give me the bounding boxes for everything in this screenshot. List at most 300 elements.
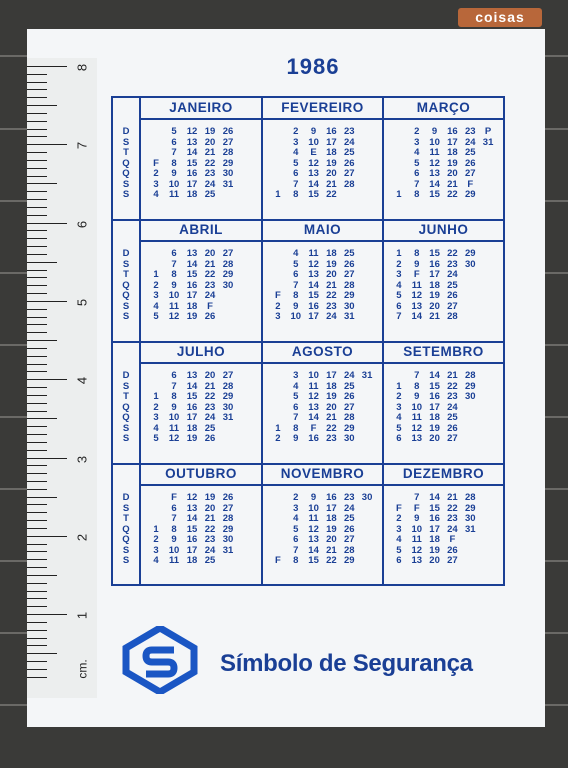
day-cell: 25 (464, 147, 476, 158)
ruler-tick (27, 152, 47, 153)
weekday-label: Q (122, 290, 130, 301)
day-cell: 5 (153, 433, 159, 444)
day-cell: 17 (326, 502, 337, 514)
ruler-tick (27, 129, 47, 130)
day-cell: 1 (396, 189, 402, 200)
day-cell: 5 (293, 391, 299, 402)
day-cell (358, 403, 376, 414)
day-cell: 9 (414, 513, 420, 524)
day-cell (237, 148, 255, 159)
day-cell: 27 (343, 168, 355, 179)
day-cell (219, 190, 237, 201)
day-cell: 27 (222, 248, 234, 259)
day-cell: 28 (222, 258, 234, 270)
ruler-tick (27, 113, 47, 114)
day-cell: 3 (396, 269, 402, 280)
ruler-tick (27, 254, 47, 255)
day-cell (358, 249, 376, 260)
day-cell (358, 138, 376, 149)
day-cell (461, 302, 479, 313)
weekday-label: Q (122, 412, 130, 423)
day-cell (479, 546, 497, 557)
day-cell: 5 (293, 258, 299, 270)
day-cell: 17 (326, 136, 337, 148)
day-cell: 29 (464, 502, 476, 514)
day-cell: 4 (293, 513, 299, 524)
ruler-tick (27, 270, 47, 271)
weekday-column (113, 371, 139, 445)
day-cell: 16 (186, 168, 198, 179)
day-cell: 15 (186, 157, 198, 169)
day-cell: 6 (293, 168, 299, 179)
day-cell: 26 (204, 311, 216, 322)
day-cell (237, 180, 255, 191)
day-cell: 8 (171, 157, 177, 169)
day-cell (461, 291, 479, 302)
day-cell (479, 281, 497, 292)
day-cell: 3 (153, 290, 159, 301)
day-cell: 4 (153, 555, 159, 566)
day-cell (237, 546, 255, 557)
day-cell (479, 392, 497, 403)
day-cell (269, 504, 287, 515)
day-cell: 30 (464, 391, 476, 402)
day-cell: 25 (343, 248, 355, 259)
day-cell (358, 556, 376, 567)
day-cell: 9 (171, 279, 177, 291)
month-maio (261, 220, 382, 342)
day-cell: 6 (414, 168, 420, 179)
weekday-label: Q (122, 523, 130, 535)
day-cell: 17 (429, 523, 440, 535)
day-cell: 1 (153, 391, 159, 402)
day-cell: 23 (326, 433, 337, 444)
day-cell: 26 (464, 157, 476, 169)
day-cell: F (449, 534, 456, 545)
day-cell: 7 (171, 147, 177, 158)
day-cell: 2 (396, 391, 402, 402)
day-cell (269, 260, 287, 271)
day-cell: 22 (447, 189, 458, 200)
day-cell (269, 392, 287, 403)
day-cell: 2 (293, 492, 299, 503)
day-cell (479, 312, 497, 323)
day-cell (237, 535, 255, 546)
day-cell: 28 (222, 147, 234, 158)
day-cell: 13 (186, 136, 198, 148)
ruler-tick (27, 512, 47, 513)
day-cell: 7 (293, 279, 299, 291)
day-cell: 11 (168, 300, 180, 312)
day-cell (237, 312, 255, 323)
ruler-tick (27, 536, 67, 537)
month-title: JANEIRO (141, 98, 261, 120)
day-cell (479, 291, 497, 302)
day-cell: 19 (186, 311, 198, 322)
weekday-label: T (123, 391, 129, 402)
day-cell: 10 (411, 523, 423, 535)
day-cell (219, 302, 237, 313)
ruler-tick (27, 301, 67, 302)
day-cell (461, 424, 479, 435)
day-cell: 12 (168, 433, 180, 444)
day-cell: 6 (171, 248, 177, 259)
day-cell: 22 (204, 157, 216, 169)
day-cell (237, 525, 255, 536)
day-cell: 1 (153, 523, 159, 535)
day-cell: 24 (343, 502, 355, 514)
day-cell: 21 (326, 279, 337, 291)
day-cell: 4 (396, 412, 402, 423)
day-cell (269, 371, 287, 382)
day-cell: 26 (222, 126, 234, 137)
day-cell: 26 (343, 157, 355, 169)
day-cell: 24 (204, 178, 216, 190)
day-cell (358, 159, 376, 170)
day-cell: 26 (447, 544, 458, 556)
month-days (263, 242, 382, 323)
ruler-tick (27, 598, 47, 599)
site-badge: coisas (458, 8, 542, 27)
day-cell: 2 (275, 433, 281, 444)
day-cell: 21 (326, 178, 337, 190)
ruler-unit: cm. (75, 659, 90, 679)
day-cell: 2 (396, 258, 402, 270)
day-cell: 12 (411, 544, 423, 556)
ruler-tick (27, 136, 47, 137)
day-cell: 28 (464, 492, 476, 503)
day-cell: 25 (343, 513, 355, 524)
ruler-tick (27, 277, 47, 278)
day-cell: 9 (171, 401, 177, 413)
day-cell: 9 (431, 126, 438, 137)
day-cell: 8 (171, 523, 177, 535)
weekday-label: S (122, 380, 130, 392)
month-novembro (261, 464, 382, 586)
day-cell: 13 (411, 300, 423, 312)
day-cell: 14 (308, 544, 319, 556)
day-cell: 2 (153, 401, 159, 413)
day-cell: 24 (204, 544, 216, 556)
day-cell: F (467, 178, 474, 190)
ruler-number: 6 (74, 220, 90, 228)
ruler-tick (27, 481, 47, 482)
day-cell: 4 (396, 279, 402, 291)
day-cell: 16 (447, 126, 458, 137)
day-cell: 29 (464, 189, 476, 200)
day-cell: 13 (429, 168, 440, 179)
day-cell: 11 (168, 189, 180, 200)
day-cell: 22 (447, 380, 458, 392)
day-cell: 29 (343, 555, 355, 566)
day-cell: 27 (222, 370, 234, 381)
day-cell: 23 (464, 126, 476, 137)
weekday-label: S (122, 422, 130, 434)
day-cell: 12 (168, 311, 180, 322)
day-cell (390, 138, 408, 149)
ruler-tick (27, 583, 47, 584)
day-cell (461, 556, 479, 567)
ruler-number: 2 (74, 533, 90, 541)
day-cell (461, 546, 479, 557)
ruler-tick (27, 379, 67, 380)
day-cell: 10 (411, 401, 423, 413)
day-cell: 20 (204, 248, 216, 259)
day-cell (237, 371, 255, 382)
day-cell (358, 413, 376, 424)
ruler-tick (27, 82, 47, 83)
day-cell: 26 (343, 258, 355, 270)
day-cell: F (310, 422, 317, 434)
day-cell (237, 434, 255, 445)
day-cell (358, 312, 376, 323)
weekday-label: S (122, 502, 130, 514)
month-days (141, 120, 261, 201)
day-cell: 19 (429, 544, 440, 556)
day-cell: 27 (447, 300, 458, 312)
ruler-tick (27, 332, 47, 333)
month-title: ABRIL (141, 220, 261, 242)
day-cell (237, 556, 255, 567)
day-cell (358, 281, 376, 292)
day-cell: 11 (168, 555, 180, 566)
day-cell: 31 (222, 544, 234, 556)
day-cell (358, 148, 376, 159)
day-cell: 30 (464, 513, 476, 524)
brand-text: Símbolo de Segurança (220, 650, 473, 677)
weekday-label: D (122, 248, 130, 259)
day-cell: 12 (308, 258, 319, 270)
month-days (141, 364, 261, 445)
ruler-tick (27, 121, 47, 122)
day-cell: 13 (411, 555, 423, 566)
day-cell: 9 (293, 433, 299, 444)
day-cell: 20 (429, 300, 440, 312)
ruler-tick (27, 230, 47, 231)
day-cell: 18 (186, 300, 198, 312)
day-cell: 2 (153, 279, 159, 291)
day-cell: 22 (326, 189, 337, 200)
day-cell: 22 (204, 391, 216, 402)
day-cell: 22 (326, 555, 337, 566)
cgd-logo-icon (122, 626, 198, 694)
day-cell: 22 (204, 523, 216, 535)
day-cell: 17 (447, 136, 458, 148)
day-cell (479, 525, 497, 536)
day-cell (237, 281, 255, 292)
ruler-tick (27, 489, 47, 490)
day-cell: 24 (464, 136, 476, 148)
day-cell (237, 504, 255, 515)
ruler-tick (27, 207, 47, 208)
day-cell: 17 (186, 412, 198, 423)
day-cell: 16 (326, 126, 337, 137)
day-cell: 15 (429, 189, 440, 200)
ruler-tick (27, 356, 47, 357)
ruler-tick (27, 528, 47, 529)
day-cell: 3 (396, 401, 402, 413)
month-title: MAIO (263, 220, 382, 242)
ruler-tick (27, 176, 47, 177)
weekday-label: Q (122, 279, 130, 291)
day-cell: 25 (447, 279, 458, 291)
ruler-tick (27, 591, 47, 592)
day-cell: 17 (186, 544, 198, 556)
weekday-label: Q (122, 157, 130, 169)
day-cell: 27 (343, 401, 355, 413)
month-title: MARÇO (384, 98, 503, 120)
day-cell: 20 (204, 370, 216, 381)
day-cell (237, 493, 255, 504)
day-cell: 14 (308, 178, 319, 190)
day-cell: 31 (361, 370, 373, 381)
day-cell: 16 (308, 300, 319, 312)
day-cell: 8 (293, 189, 299, 200)
day-cell: 9 (171, 534, 177, 545)
weekday-label: Q (122, 534, 130, 545)
day-cell (237, 302, 255, 313)
day-cell: 21 (204, 147, 216, 158)
day-cell: 21 (447, 370, 458, 381)
day-cell: 24 (204, 412, 216, 423)
day-cell: 11 (168, 422, 180, 434)
day-cell (479, 535, 497, 546)
year-title: 1986 (286, 54, 340, 79)
day-cell: 11 (411, 412, 422, 423)
ruler-number: 1 (74, 611, 90, 620)
day-cell: 7 (414, 178, 420, 190)
weekday-label: D (122, 370, 130, 381)
day-cell (461, 535, 479, 546)
day-cell: 30 (464, 258, 476, 270)
month-abril (139, 220, 261, 342)
day-cell: 23 (343, 492, 355, 503)
day-cell: 21 (326, 544, 337, 556)
day-cell: 30 (222, 534, 234, 545)
day-cell: 30 (222, 401, 234, 413)
day-cell: 27 (464, 168, 476, 179)
day-cell: 20 (326, 534, 337, 545)
day-cell: 10 (308, 370, 319, 381)
day-cell: 2 (275, 300, 281, 312)
day-cell (237, 382, 255, 393)
day-cell (390, 371, 408, 382)
day-cell: 26 (447, 422, 458, 434)
day-cell (479, 371, 497, 382)
day-cell (358, 180, 376, 191)
day-cell: 3 (153, 544, 159, 556)
day-cell: 14 (429, 178, 440, 190)
ruler-tick (27, 544, 47, 545)
day-cell: 31 (222, 412, 234, 423)
day-cell (390, 169, 408, 180)
day-cell: 1 (396, 248, 402, 259)
day-cell (219, 312, 237, 323)
day-cell (269, 138, 287, 149)
ruler-tick (27, 645, 47, 646)
ruler-tick (27, 520, 47, 521)
day-cell: 28 (222, 513, 234, 524)
day-cell (358, 190, 376, 201)
day-cell (147, 493, 165, 504)
ruler-tick (27, 246, 47, 247)
day-cell: 15 (429, 248, 440, 259)
weekday-label: S (122, 311, 130, 322)
month-agosto (261, 342, 382, 464)
ruler-tick (27, 434, 47, 435)
day-cell: 13 (308, 168, 319, 179)
ruler-tick (27, 309, 47, 310)
day-cell: 9 (171, 168, 177, 179)
day-cell: 13 (308, 269, 319, 280)
ruler-tick (27, 387, 47, 388)
day-cell: 31 (222, 178, 234, 190)
ruler-number: 5 (74, 298, 90, 307)
day-cell: 4 (153, 300, 159, 312)
ruler-tick (27, 567, 47, 568)
day-cell: 16 (429, 258, 440, 270)
day-cell: 17 (308, 311, 319, 322)
day-cell: 20 (447, 168, 458, 179)
day-cell: 29 (222, 269, 234, 280)
day-cell: 23 (343, 126, 355, 137)
day-cell: 18 (326, 248, 337, 259)
day-cell: 10 (168, 412, 180, 423)
day-cell: 8 (171, 391, 177, 402)
day-cell (237, 249, 255, 260)
day-cell (358, 302, 376, 313)
day-cell: 28 (464, 370, 476, 381)
day-cell: F (413, 269, 420, 280)
day-cell (390, 159, 408, 170)
day-cell (390, 493, 408, 504)
ruler-tick (27, 262, 57, 263)
day-cell (358, 291, 376, 302)
day-cell: 31 (343, 311, 355, 322)
day-cell (479, 424, 497, 435)
ruler-tick (27, 630, 47, 631)
day-cell (147, 504, 165, 515)
day-cell: 28 (343, 279, 355, 291)
day-cell: 12 (411, 290, 423, 301)
day-cell: 7 (414, 492, 420, 503)
day-cell: 10 (290, 311, 302, 322)
day-cell: 14 (308, 412, 319, 423)
day-cell: 8 (293, 555, 299, 566)
day-cell (237, 169, 255, 180)
weekday-label: S (122, 178, 130, 190)
day-cell: 16 (429, 513, 440, 524)
ruler-tick (27, 403, 47, 404)
day-cell: 10 (168, 290, 180, 301)
day-cell: 14 (429, 370, 440, 381)
day-cell: 19 (326, 157, 337, 169)
day-cell: 3 (275, 311, 281, 322)
ruler-tick (27, 238, 47, 239)
day-cell: 18 (326, 380, 337, 392)
day-cell: 29 (464, 380, 476, 392)
month-days (141, 242, 261, 323)
day-cell (147, 138, 165, 149)
day-cell: 19 (326, 391, 337, 402)
day-cell: 17 (186, 178, 198, 190)
day-cell: 14 (186, 258, 198, 270)
day-cell: 14 (429, 492, 440, 503)
day-cell (237, 127, 255, 138)
month-days (263, 486, 382, 567)
day-cell: 2 (396, 513, 402, 524)
day-cell: 16 (326, 492, 337, 503)
